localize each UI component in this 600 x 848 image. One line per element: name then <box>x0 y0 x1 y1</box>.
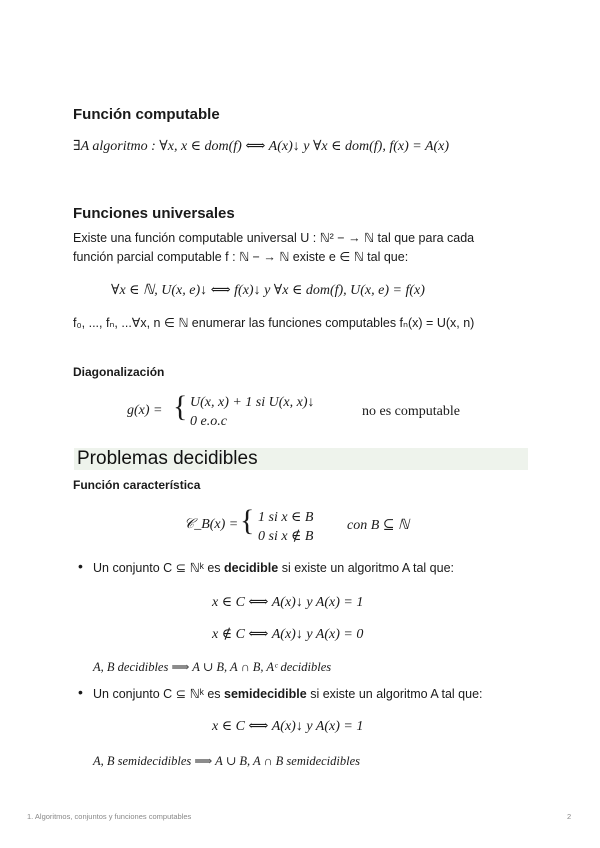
bullet-decidible-bold: decidible <box>224 561 279 575</box>
diag-note: no es computable <box>362 404 460 419</box>
diag-brace: { <box>173 390 188 423</box>
bullet-semidecidible-bold: semidecidible <box>224 687 307 701</box>
decidible-formula-1: x ∈ C ⟺ A(x)↓ y A(x) = 1 <box>212 595 364 610</box>
universal-text-line-1: Existe una función computable universal U : ℕ² − → ℕ tal que para cada <box>73 231 475 245</box>
diag-case-1: U(x, x) + 1 si U(x, x)↓ <box>190 395 315 410</box>
char-brace: { <box>240 504 255 537</box>
char-lhs: 𝒞_B(x) = <box>184 517 239 532</box>
bullet-dot: • <box>78 684 83 700</box>
section-title-diagonalization: Diagonalización <box>73 365 165 379</box>
bullet-semidecidible-post: si existe un algoritmo A tal que: <box>306 687 483 701</box>
section-title-characteristic: Función característica <box>73 478 201 492</box>
bullet-decidible-post: si existe un algoritmo A tal que: <box>278 561 455 575</box>
section-title-computable: Función computable <box>73 106 220 123</box>
char-case-1: 1 si x ∈ B <box>258 510 314 525</box>
universal-text-line-2: función parcial computable f : ℕ − → ℕ existe e ∈ ℕ tal que: <box>73 250 409 264</box>
heading-problemas-decidibles: Problemas decidibles <box>77 448 258 469</box>
bullet-dot: • <box>78 558 83 574</box>
semidecidible-closure: A, B semidecidibles ⟹ A ∪ B, A ∩ B semidecidibles <box>93 754 361 768</box>
decidible-formula-2: x ∉ C ⟺ A(x)↓ y A(x) = 0 <box>212 627 364 642</box>
semidecidible-formula: x ∈ C ⟺ A(x)↓ y A(x) = 1 <box>212 719 364 734</box>
diag-lhs: g(x) = <box>127 403 163 418</box>
decidible-closure: A, B decidibles ⟹ A ∪ B, A ∩ B, Aᶜ decidibles <box>93 660 332 674</box>
bullet-semidecidible <box>93 685 483 703</box>
diag-case-2: 0 e.o.c <box>190 414 227 429</box>
char-note: con B ⊆ ℕ <box>347 518 410 533</box>
bullet-decidible-pre: Un conjunto C ⊆ ℕᵏ es <box>93 561 225 575</box>
char-case-2: 0 si x ∉ B <box>258 529 314 544</box>
enumerate-text: f₀, ..., fₙ, ...∀x, n ∈ ℕ enumerar las funciones computables fₙ(x) = U(x, n) <box>73 316 475 330</box>
bullet-decidible <box>93 559 454 577</box>
footer-page-number: 2 <box>567 812 572 821</box>
bullet-semidecidible-pre: Un conjunto C ⊆ ℕᵏ es <box>93 687 225 701</box>
section-title-universal: Funciones universales <box>73 205 235 222</box>
universal-formula: ∀x ∈ ℕ, U(x, e)↓ ⟺ f(x)↓ y ∀x ∈ dom(f), U(x, e) = f(x) <box>111 283 425 298</box>
footer-chapter: 1. Algoritmos, conjuntos y funciones computables <box>27 812 192 821</box>
computable-formula: ∃A algoritmo : ∀x, x ∈ dom(f) ⟺ A(x)↓ y ∀x ∈ dom(f), f(x) = A(x) <box>73 139 450 154</box>
